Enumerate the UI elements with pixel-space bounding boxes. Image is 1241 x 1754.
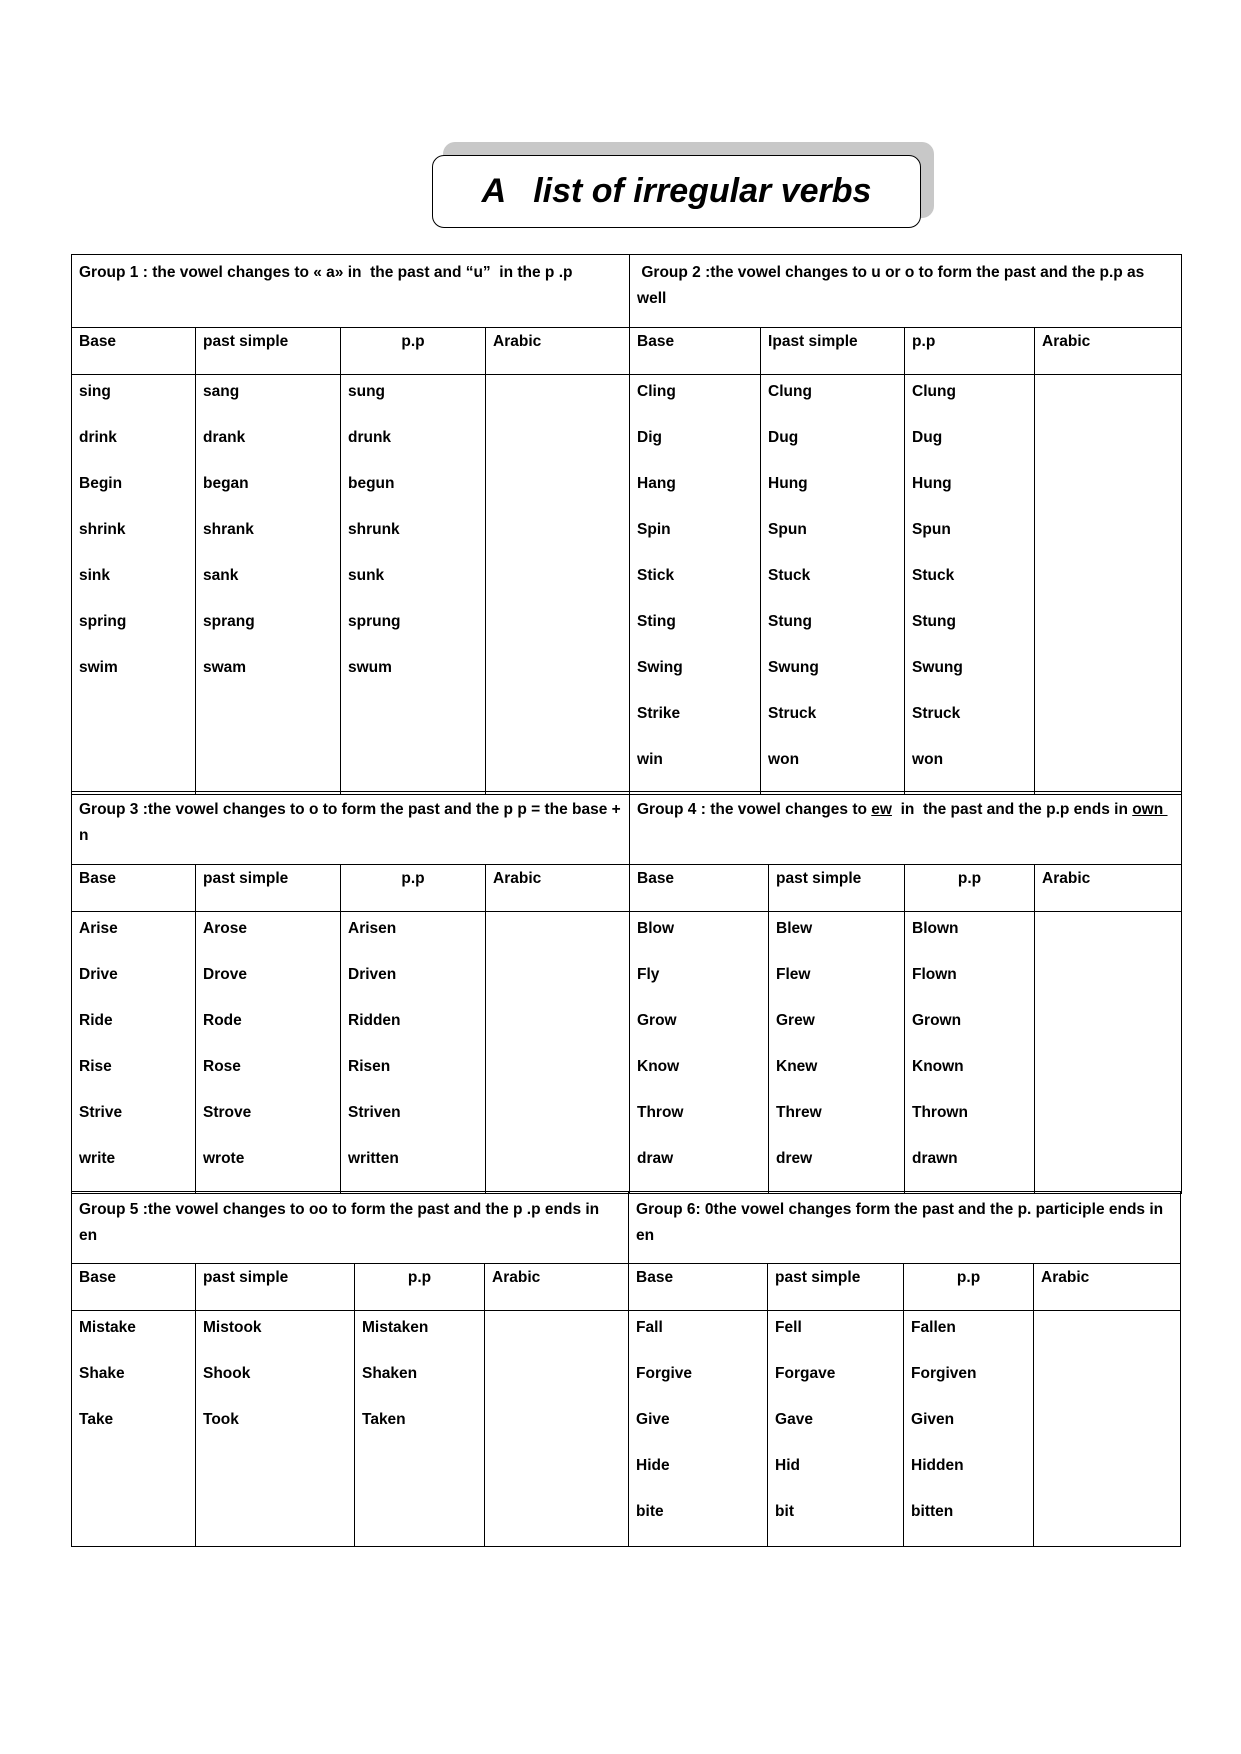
verb-table bbox=[71, 791, 1182, 1194]
verb-cell: Blown bbox=[912, 920, 959, 937]
verb-cell: Take bbox=[79, 1411, 114, 1428]
verb-cell: Drive bbox=[79, 966, 118, 983]
verb-cell: began bbox=[203, 475, 249, 492]
verb-cell: swim bbox=[79, 659, 118, 676]
verb-cell: won bbox=[768, 751, 800, 768]
column-header-base: Base bbox=[72, 328, 196, 375]
verb-column bbox=[905, 912, 1035, 1194]
verb-cell: Hang bbox=[637, 475, 676, 492]
column-header-past-simple: past simple bbox=[196, 1264, 355, 1311]
column-header-arabic: Arabic bbox=[486, 865, 630, 912]
verb-cell: swum bbox=[348, 659, 392, 676]
verb-cell: Stung bbox=[768, 613, 812, 630]
verb-cell: begun bbox=[348, 475, 395, 492]
arabic-column bbox=[1034, 1311, 1181, 1547]
column-header-ipast-simple: Ipast simple bbox=[761, 328, 905, 375]
verb-cell: Shaken bbox=[362, 1365, 418, 1382]
verb-cell: Hung bbox=[768, 475, 808, 492]
column-header-base: Base bbox=[72, 1264, 196, 1311]
verb-cell: Hide bbox=[636, 1457, 670, 1474]
verb-cell: drunk bbox=[348, 429, 392, 446]
group-heading: Group 3 :the vowel changes to o to form the past and the p p = the base + n bbox=[72, 792, 630, 865]
verb-column bbox=[904, 1311, 1034, 1547]
verb-cell: Dug bbox=[768, 429, 799, 446]
column-header-row bbox=[72, 865, 1182, 912]
verb-cell: sunk bbox=[348, 567, 385, 584]
verb-rows bbox=[72, 912, 1182, 1194]
verb-cell: Ridden bbox=[348, 1012, 401, 1029]
verb-cell: drawn bbox=[912, 1150, 958, 1167]
verb-cell: Begin bbox=[79, 475, 123, 492]
verb-cell: Spin bbox=[637, 521, 671, 538]
verb-cell: win bbox=[637, 751, 663, 768]
verb-cell: sung bbox=[348, 383, 386, 400]
verb-cell: Fell bbox=[775, 1319, 802, 1336]
verb-cell: Swung bbox=[768, 659, 819, 676]
verb-column bbox=[761, 375, 905, 795]
verb-cell: Gave bbox=[775, 1411, 813, 1428]
verb-cell: Driven bbox=[348, 966, 397, 983]
column-header-arabic: Arabic bbox=[1035, 328, 1182, 375]
verb-cell: Grow bbox=[637, 1012, 677, 1029]
verb-cell: Blew bbox=[776, 920, 813, 937]
arabic-column bbox=[1035, 912, 1182, 1194]
verb-cell: Grown bbox=[912, 1012, 962, 1029]
verb-cell: Give bbox=[636, 1411, 670, 1428]
verb-cell: drink bbox=[79, 429, 117, 446]
arabic-column bbox=[486, 375, 630, 795]
verb-cell: Strike bbox=[637, 705, 681, 722]
group-heading-part: Group 4 : the vowel changes to bbox=[637, 801, 872, 818]
column-header-arabic: Arabic bbox=[1035, 865, 1182, 912]
verb-column bbox=[341, 375, 486, 795]
verb-cell: Fall bbox=[636, 1319, 663, 1336]
verb-cell: Shake bbox=[79, 1365, 125, 1382]
verb-cell: bit bbox=[775, 1503, 794, 1520]
verb-cell: Fly bbox=[637, 966, 660, 983]
verb-cell: Forgiven bbox=[911, 1365, 977, 1382]
column-header-arabic: Arabic bbox=[486, 328, 630, 375]
column-header-row bbox=[72, 1264, 1181, 1311]
verb-cell: Cling bbox=[637, 383, 676, 400]
verb-cell: Strive bbox=[79, 1104, 123, 1121]
verb-cell: Spun bbox=[912, 521, 951, 538]
verb-cell: Clung bbox=[768, 383, 812, 400]
column-header-arabic: Arabic bbox=[485, 1264, 629, 1311]
verb-cell: Hung bbox=[912, 475, 952, 492]
verb-cell: Ride bbox=[79, 1012, 113, 1029]
verb-column bbox=[72, 1311, 196, 1547]
verb-column bbox=[196, 375, 341, 795]
verb-column bbox=[72, 912, 196, 1194]
verb-cell: draw bbox=[637, 1150, 674, 1167]
verb-cell: drank bbox=[203, 429, 246, 446]
verb-cell: wrote bbox=[203, 1150, 245, 1167]
verb-cell: Dig bbox=[637, 429, 663, 446]
group-heading-row bbox=[72, 792, 1182, 865]
verb-column bbox=[630, 912, 769, 1194]
title-box bbox=[432, 155, 921, 228]
column-header-p-p: p.p bbox=[355, 1264, 485, 1311]
verb-cell: sank bbox=[203, 567, 239, 584]
verb-cell: Struck bbox=[912, 705, 961, 722]
verb-cell: sprang bbox=[203, 613, 255, 630]
verb-cell: shrink bbox=[79, 521, 126, 538]
verb-cell: Striven bbox=[348, 1104, 401, 1121]
verb-table bbox=[71, 1191, 1181, 1547]
group-heading-row bbox=[72, 255, 1182, 328]
group-heading-part: own bbox=[1132, 801, 1168, 818]
verb-cell: Shook bbox=[203, 1365, 251, 1382]
verb-cell: Stung bbox=[912, 613, 956, 630]
verb-cell: Arose bbox=[203, 920, 247, 937]
verb-cell: Rise bbox=[79, 1058, 112, 1075]
verb-cell: bite bbox=[636, 1503, 664, 1520]
verb-column bbox=[629, 1311, 768, 1547]
page-title: A list of irregular verbs bbox=[481, 172, 872, 210]
verb-cell: Forgave bbox=[775, 1365, 836, 1382]
verb-cell: Known bbox=[912, 1058, 964, 1075]
verb-cell: Swung bbox=[912, 659, 963, 676]
verb-cell: Taken bbox=[362, 1411, 406, 1428]
group-heading: Group 2 :the vowel changes to u or o to form the past and the p.p as well bbox=[630, 255, 1182, 328]
verb-cell: Flew bbox=[776, 966, 811, 983]
verb-cell: sang bbox=[203, 383, 240, 400]
verb-column bbox=[769, 912, 905, 1194]
verb-column bbox=[768, 1311, 904, 1547]
verb-rows bbox=[72, 375, 1182, 795]
verb-cell: Rose bbox=[203, 1058, 241, 1075]
verb-cell: Hidden bbox=[911, 1457, 964, 1474]
verb-cell: Blow bbox=[637, 920, 675, 937]
verb-cell: Arisen bbox=[348, 920, 397, 937]
group-heading-part: ew bbox=[871, 801, 892, 818]
column-header-row bbox=[72, 328, 1182, 375]
verb-cell: Rode bbox=[203, 1012, 242, 1029]
verb-cell: won bbox=[912, 751, 944, 768]
verb-cell: Strove bbox=[203, 1104, 252, 1121]
column-header-past-simple: past simple bbox=[196, 865, 341, 912]
column-header-past-simple: past simple bbox=[768, 1264, 904, 1311]
verb-cell: Stuck bbox=[912, 567, 955, 584]
verb-cell: written bbox=[348, 1150, 399, 1167]
verb-cell: Grew bbox=[776, 1012, 815, 1029]
verb-cell: Stuck bbox=[768, 567, 811, 584]
arabic-column bbox=[485, 1311, 629, 1547]
column-header-base: Base bbox=[629, 1264, 768, 1311]
verb-cell: Stick bbox=[637, 567, 675, 584]
verb-cell: Drove bbox=[203, 966, 247, 983]
verb-cell: Dug bbox=[912, 429, 943, 446]
verb-rows bbox=[72, 1311, 1181, 1547]
verb-cell: Hid bbox=[775, 1457, 801, 1474]
verb-cell: Risen bbox=[348, 1058, 391, 1075]
group-heading-part: in the past and the p.p ends in bbox=[891, 801, 1133, 818]
verb-column bbox=[72, 375, 196, 795]
verb-cell: sprung bbox=[348, 613, 401, 630]
verb-cell: Throw bbox=[637, 1104, 684, 1121]
verb-cell: Given bbox=[911, 1411, 955, 1428]
verb-cell: Took bbox=[203, 1411, 239, 1428]
column-header-p-p: p.p bbox=[341, 865, 486, 912]
group-heading: Group 6: 0the vowel changes form the past and the p. participle ends in en bbox=[629, 1192, 1181, 1264]
verb-cell: Fallen bbox=[911, 1319, 956, 1336]
column-header-p-p: p.p bbox=[905, 328, 1035, 375]
verb-cell: Arise bbox=[79, 920, 118, 937]
verb-column bbox=[905, 375, 1035, 795]
verb-cell: Knew bbox=[776, 1058, 818, 1075]
verb-table bbox=[71, 254, 1182, 795]
verb-cell: shrunk bbox=[348, 521, 400, 538]
verb-cell: Mistaken bbox=[362, 1319, 429, 1336]
verb-cell: spring bbox=[79, 613, 127, 630]
column-header-past-simple: past simple bbox=[769, 865, 905, 912]
verb-cell: Mistook bbox=[203, 1319, 262, 1336]
verb-cell: Clung bbox=[912, 383, 956, 400]
column-header-past-simple: past simple bbox=[196, 328, 341, 375]
verb-cell: Know bbox=[637, 1058, 680, 1075]
group-heading bbox=[630, 792, 1182, 865]
verb-cell: Flown bbox=[912, 966, 957, 983]
column-header-p-p: p.p bbox=[905, 865, 1035, 912]
verb-cell: bitten bbox=[911, 1503, 954, 1520]
column-header-p-p: p.p bbox=[341, 328, 486, 375]
verb-cell: Threw bbox=[776, 1104, 822, 1121]
verb-cell: Sting bbox=[637, 613, 676, 630]
verb-column bbox=[341, 912, 486, 1194]
verb-cell: drew bbox=[776, 1150, 813, 1167]
group-heading: Group 5 :the vowel changes to oo to form the past and the p .p ends in en bbox=[72, 1192, 629, 1264]
verb-cell: Swing bbox=[637, 659, 683, 676]
verb-column bbox=[196, 912, 341, 1194]
verb-cell: Thrown bbox=[912, 1104, 968, 1121]
verb-cell: swam bbox=[203, 659, 247, 676]
verb-cell: shrank bbox=[203, 521, 254, 538]
group-heading: Group 1 : the vowel changes to « a» in the past and “u” in the p .p bbox=[72, 255, 630, 328]
arabic-column bbox=[1035, 375, 1182, 795]
group-heading-row bbox=[72, 1192, 1181, 1264]
verb-column bbox=[355, 1311, 485, 1547]
verb-cell: sing bbox=[79, 383, 111, 400]
verb-cell: Mistake bbox=[79, 1319, 136, 1336]
verb-column bbox=[630, 375, 761, 795]
verb-cell: Struck bbox=[768, 705, 817, 722]
verb-cell: sink bbox=[79, 567, 111, 584]
column-header-base: Base bbox=[72, 865, 196, 912]
column-header-base: Base bbox=[630, 865, 769, 912]
verb-cell: Forgive bbox=[636, 1365, 693, 1382]
arabic-column bbox=[486, 912, 630, 1194]
column-header-base: Base bbox=[630, 328, 761, 375]
verb-cell: write bbox=[79, 1150, 116, 1167]
column-header-arabic: Arabic bbox=[1034, 1264, 1181, 1311]
verb-column bbox=[196, 1311, 355, 1547]
column-header-p-p: p.p bbox=[904, 1264, 1034, 1311]
verb-cell: Spun bbox=[768, 521, 807, 538]
